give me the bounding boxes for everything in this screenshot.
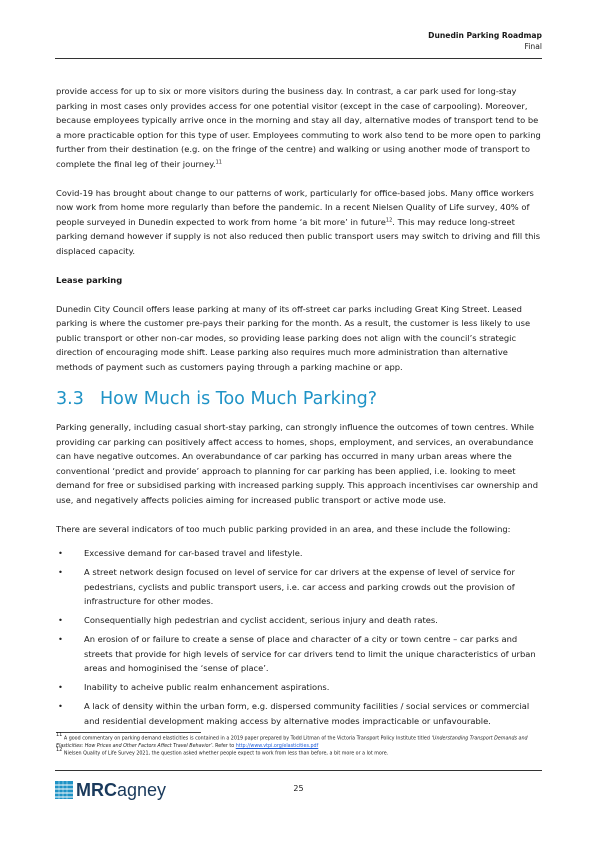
running-header [428, 30, 542, 52]
paragraph-covid [56, 186, 544, 259]
bullet-icon: • [58, 567, 63, 577]
list-item [56, 546, 544, 561]
bullet-icon: • [58, 682, 63, 692]
footnote-ref-12[interactable]: 12 [385, 217, 393, 223]
footnote-number: 12 [56, 747, 63, 754]
header-rule [55, 58, 542, 59]
footnote-text: Nielsen Quality of Life Survey 2021, the question asked whether people expect to work from less than before, a bit more or a lot more. [62, 751, 389, 757]
list-item [56, 632, 544, 676]
footnote-rule [56, 732, 201, 733]
footnote-11 [56, 732, 546, 750]
section-title: How Much is Too Much Parking? [100, 389, 378, 409]
footnote-12 [56, 747, 546, 758]
bullet-icon: • [58, 634, 63, 644]
list-item [56, 699, 544, 728]
section-number: 3.3 [56, 389, 84, 409]
footnote-text: . Refer to [212, 743, 236, 749]
footnote-link[interactable]: http://www.vtpi.org/elasticities.pdf [235, 743, 319, 749]
list-item-text: Consequentially high pedestrian and cyclist accident, serious injury and death rates. [84, 615, 438, 625]
footnote-cited-title: ‘Understanding Transport Demands and Elasticities: How Prices and Other Factors Affect Travel Behavior’ [56, 736, 528, 749]
list-item [56, 565, 544, 609]
list-item [56, 613, 544, 628]
footnote-ref-11[interactable]: 11 [215, 159, 222, 165]
paragraph-text: provide access for up to six or more visitors during the business day. In contrast, a car park used for long-stay parking in most cases only provides access for one potential visitor (except in the case of carpooling). Moreover, because employees typically arrive once in the morning and stay all day, alternative modes of transport tend to be a more practicable option for this type of user. Employees commuting to work also tend to be more open to parking further from their destination (e.g. on the fringe of the centre) and walking or using another mode of transport to complete the final leg of their journey. [56, 86, 541, 169]
paragraph-text: Covid-19 has brought about change to our patterns of work, particularly for office-based jobs. Many office workers now work from home more regularly than before the pandemic. In a recent Nielsen Quality of Life survey, 40% of people surveyed in Dunedin expected to work from home ‘a bit more’ in future [56, 187, 534, 227]
footnote-text: A good commentary on parking demand elasticities is contained in a 2019 paper prepared by Todd Litman of the Victoria Transport Policy Institute titled [62, 736, 432, 742]
paragraph-parking-outcomes: Parking generally, including casual short-stay parking, can strongly influence the outcomes of town centres. While providing car parking can positively affect access to homes, shops, employment, and services, an overabundance can have negative outcomes. An overabundance of car parking has occurred in many urban areas where the conventional ‘predict and provide’ approach to planning for car parking has been applied, i.e. looking to meet demand for free or subsidised parking with increased parking supply. This approach incentivises car ownership and use, and negatively affects policies aiming for increased public transport or active mode use. [56, 422, 538, 505]
list-item-text: Excessive demand for car-based travel and lifestyle. [84, 548, 303, 558]
section-heading [56, 388, 544, 410]
indicator-list [56, 546, 544, 728]
footnotes [56, 732, 546, 758]
document-status: Final [524, 42, 542, 51]
subheading-lease-parking: Lease parking [56, 274, 123, 285]
list-item-text: An erosion of or failure to create a sense of place and character of a city or town centre – car parks and streets that provide for high levels of service for car drivers tend to limit the unique characteristics of urban areas and homoginised the ‘sense of place’. [84, 634, 536, 673]
bullet-icon: • [58, 548, 63, 558]
bullet-icon: • [58, 615, 63, 625]
list-item-text: A street network design focused on level of service for car drivers at the expense of level of service for pedestrians, cyclists and public transport users, i.e. car access and parking crowds out the provision of infrastructure for other modes. [84, 567, 515, 606]
page-body [56, 84, 544, 733]
page-number: 25 [293, 784, 304, 793]
list-item-text: Inability to acheive public realm enhancement aspirations. [84, 682, 330, 692]
list-item [56, 680, 544, 695]
footer-rule [55, 770, 542, 771]
footnote-number: 11 [56, 732, 63, 738]
paragraph-lease: Dunedin City Council offers lease parking at many of its off-street car parks including Great King Street. Leased parking is where the customer pre-pays their parking for the month. As a result, the customer is less likely to use public transport or other non-car modes, so providing lease parking does not align with the council’s strategic direction of encouraging mode shift. Lease parking also requires much more administration than alternative methods of payment such as customers paying through a parking machine or app. [56, 303, 531, 372]
bullet-icon: • [58, 701, 63, 711]
list-item-text: A lack of density within the urban form, e.g. dispersed community facilities / social services or commercial and residential development making access by alternative modes impracticable or unfavourable. [84, 701, 530, 726]
document-title: Dunedin Parking Roadmap [428, 31, 542, 40]
logo-wordmark-bold: MRC [76, 780, 117, 800]
paragraph-long-stay [56, 84, 544, 171]
paragraph-indicators-intro: There are several indicators of too much public parking provided in an area, and these include the following: [56, 523, 511, 534]
logo-wordmark-rest: agney [117, 780, 167, 800]
paragraph-text: . This may reduce long-street parking demand however if supply is not also reduced then public transport users may switch to driving and fill this displaced capacity. [56, 216, 541, 256]
